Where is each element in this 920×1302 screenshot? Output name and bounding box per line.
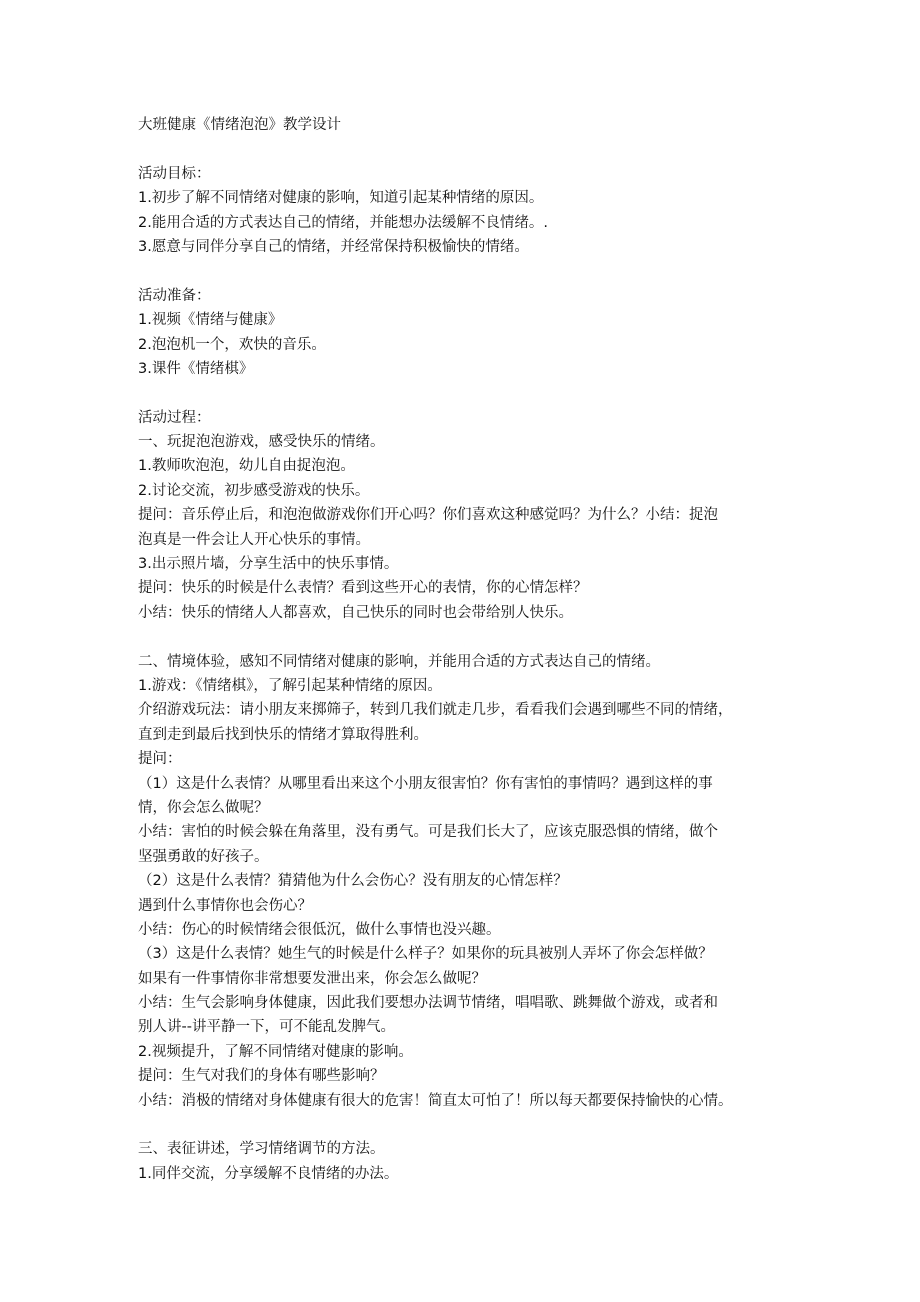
process-line: 小结：快乐的情绪人人都喜欢，自己快乐的同时也会带给别人快乐。 <box>138 604 573 621</box>
process-line: 情，你会怎么做呢？ <box>138 799 269 816</box>
spacer <box>138 1113 800 1137</box>
goal-item: 3.愿意与同伴分享自己的情绪，并经常保持积极愉快的情绪。 <box>138 238 529 255</box>
spacer <box>138 259 800 283</box>
process-line: 3.出示照片墙，分享生活中的快乐事情。 <box>138 556 399 573</box>
process-line: 2.视频提升，了解不同情绪对健康的影响。 <box>138 1043 413 1060</box>
goal-item: 1.初步了解不同情绪对健康的影响，知道引起某种情绪的原因。 <box>138 190 544 207</box>
process-heading: 活动过程： <box>138 409 211 426</box>
process-line: 1.游戏：《情绪棋》，了解引起某种情绪的原因。 <box>138 677 442 694</box>
process-line: 提问：音乐停止后，和泡泡做游戏你们开心吗？你们喜欢这种感觉吗？为什么？小结：捉泡 <box>138 507 718 524</box>
process-line: 小结：消极的情绪对身体健康有很大的危害！简直太可怕了！所以每天都要保持愉快的心情。 <box>138 1092 733 1109</box>
process-line: 泡真是一件会让人开心快乐的事情。 <box>138 531 370 548</box>
process-section-heading: 三、表征讲述，学习情绪调节的方法。 <box>138 1141 385 1158</box>
document-title: 大班健康《情绪泡泡》教学设计 <box>138 117 341 133</box>
goal-item: 2.能用合适的方式表达自己的情绪，并能想办法缓解不良情绪。. <box>138 214 548 231</box>
process-line: 2.讨论交流，初步感受游戏的快乐。 <box>138 482 370 499</box>
prep-item: 1.视频《情绪与健康》 <box>138 312 283 329</box>
process-line: 遇到什么事情你也会伤心？ <box>138 897 312 914</box>
spacer <box>138 381 800 405</box>
document-body <box>138 113 800 1186</box>
process-line: 小结：害怕的时候会躲在角落里，没有勇气。可是我们长大了，应该克服恐惧的情绪，做个 <box>138 824 718 841</box>
process-line: 直到走到最后找到快乐的情绪才算取得胜利。 <box>138 726 428 743</box>
process-line: （1）这是什么表情？从哪里看出来这个小朋友很害怕？你有害怕的事情吗？遇到这样的事 <box>138 775 713 792</box>
process-section-heading: 二、情境体验，感知不同情绪对健康的影响，并能用合适的方式表达自己的情绪。 <box>138 653 660 670</box>
process-line: 如果有一件事情你非常想要发泄出来，你会怎么做呢？ <box>138 970 486 987</box>
prep-heading: 活动准备： <box>138 287 211 304</box>
process-line: （2）这是什么表情？猜猜他为什么会伤心？没有朋友的心情怎样？ <box>138 873 568 890</box>
process-line: 提问： <box>138 751 182 768</box>
spacer <box>138 625 800 649</box>
process-line: 坚强勇敢的好孩子。 <box>138 848 269 865</box>
process-line: （3）这是什么表情？她生气的时候是什么样子？如果你的玩具被别人弄坏了你会怎样做？ <box>138 946 713 963</box>
process-line: 1.教师吹泡泡，幼儿自由捉泡泡。 <box>138 458 355 475</box>
spacer <box>138 137 800 161</box>
process-line: 提问：快乐的时候是什么表情？看到这些开心的表情，你的心情怎样？ <box>138 580 588 597</box>
prep-item: 3.课件《情绪棋》 <box>138 360 254 377</box>
goals-heading: 活动目标： <box>138 165 211 182</box>
process-line: 提问：生气对我们的身体有哪些影响？ <box>138 1068 385 1085</box>
prep-item: 2.泡泡机一个，欢快的音乐。 <box>138 336 326 353</box>
process-line: 1.同伴交流，分享缓解不良情绪的办法。 <box>138 1165 399 1182</box>
process-line: 别人讲--讲平静一下，可不能乱发脾气。 <box>138 1019 395 1036</box>
process-section-heading: 一、玩捉泡泡游戏，感受快乐的情绪。 <box>138 434 385 451</box>
process-line: 小结：生气会影响身体健康，因此我们要想办法调节情绪，唱唱歌、跳舞做个游戏，或者和 <box>138 995 718 1012</box>
process-line: 介绍游戏玩法：请小朋友来掷筛子，转到几我们就走几步，看看我们会遇到哪些不同的情绪， <box>138 702 733 719</box>
process-line: 小结：伤心的时候情绪会很低沉，做什么事情也没兴趣。 <box>138 921 501 938</box>
